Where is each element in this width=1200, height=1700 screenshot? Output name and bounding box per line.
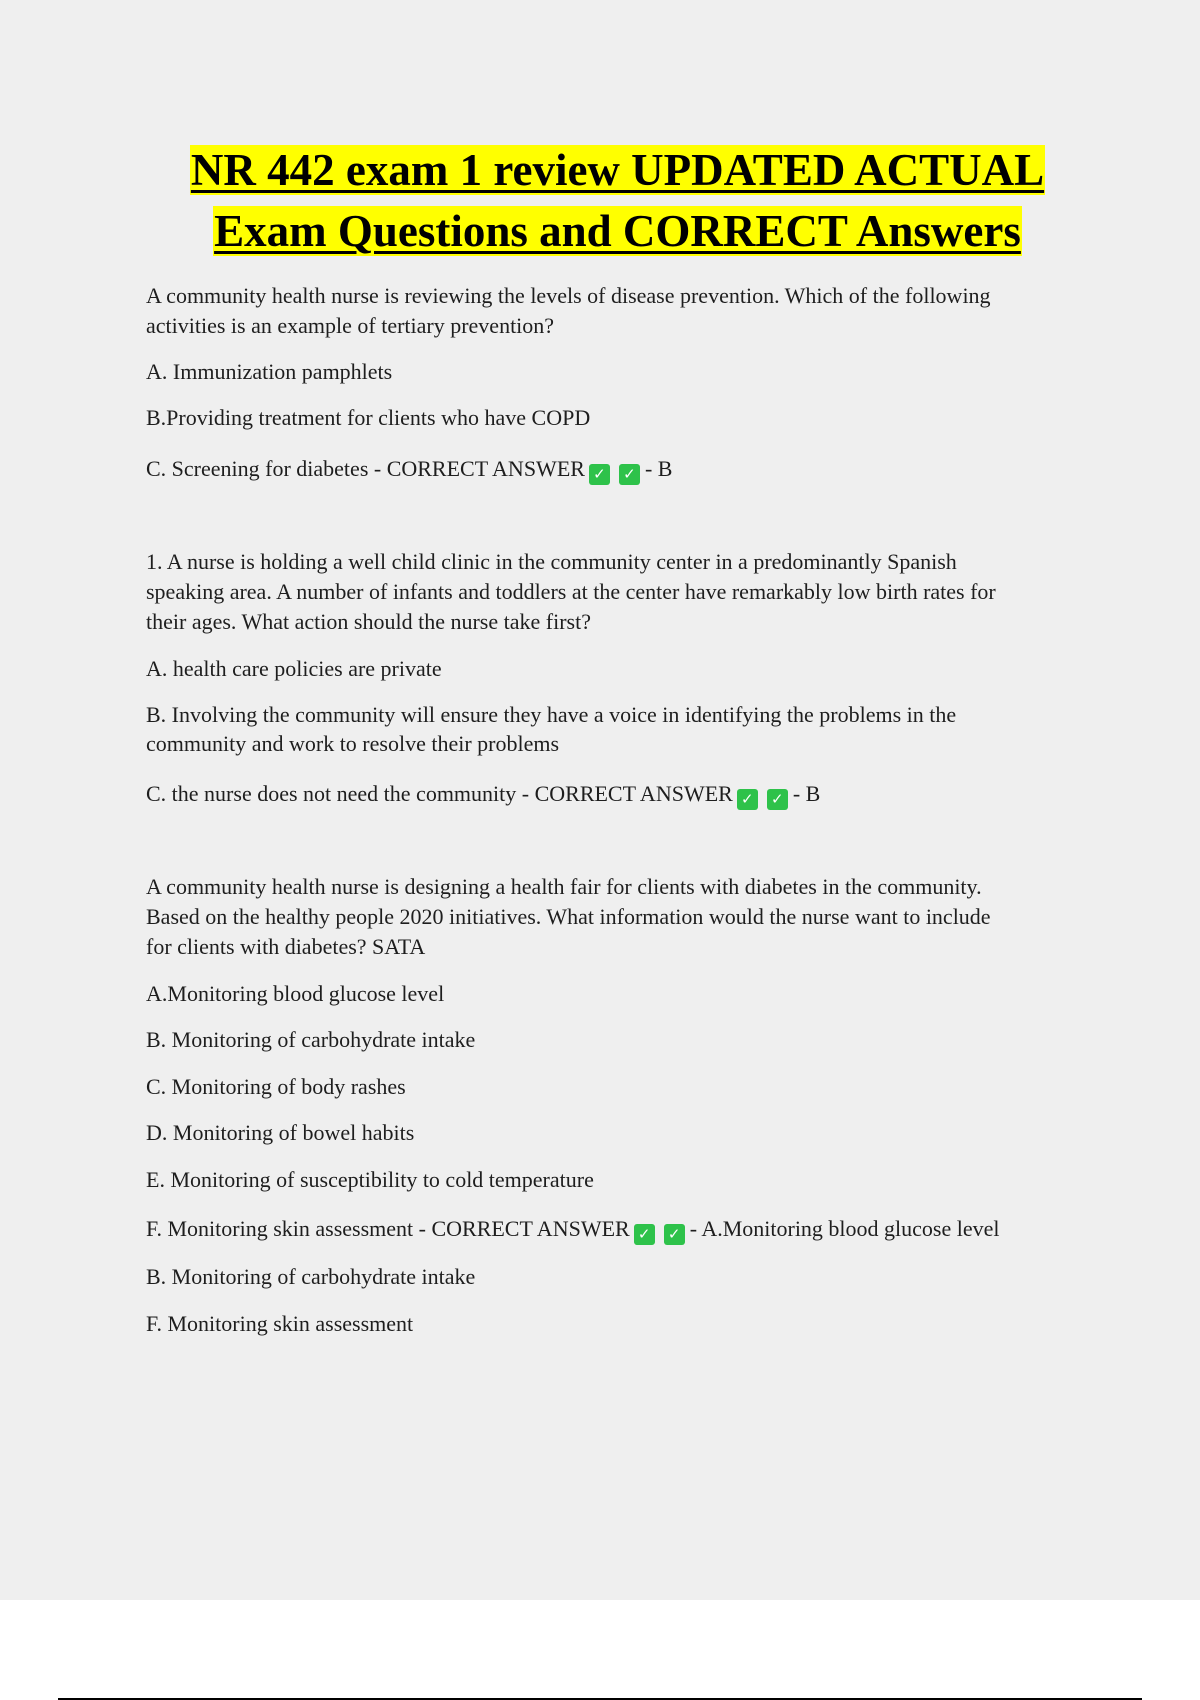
q1-stem-line-1: A community health nurse is reviewing the levels of disease prevention. Which of the following [146, 283, 991, 308]
q2-option-b-line-2: community and work to resolve their problems [146, 731, 560, 756]
document-title [0, 140, 1200, 262]
check-mark-icon: ✓ [634, 1224, 655, 1245]
q2-option-c-text: C. the nurse does not need the community - CORRECT ANSWER [146, 781, 733, 806]
check-mark-icon: ✓ [767, 789, 788, 810]
q2-option-c [146, 779, 1091, 810]
q2-stem-line-1: 1. A nurse is holding a well child clinic in the community center in a predominantly Spanish [146, 549, 957, 574]
q3-answer-1: - A.Monitoring blood glucose level [689, 1216, 1000, 1241]
q1-answer: - B [644, 456, 673, 481]
q2-stem-line-3: their ages. What action should the nurse take first? [146, 609, 591, 634]
q3-option-e: E. Monitoring of susceptibility to cold temperature [146, 1167, 594, 1192]
q3-stem-line-1: A community health nurse is designing a health fair for clients with diabetes in the community. [146, 874, 982, 899]
q1-option-c-text: C. Screening for diabetes - CORRECT ANSWER [146, 456, 585, 481]
q2-answer: - B [792, 781, 821, 806]
q2-stem-line-2: speaking area. A number of infants and toddlers at the center have remarkably low birth rates for [146, 579, 996, 604]
q2-option-a: A. health care policies are private [146, 656, 442, 681]
title-line-1: NR 442 exam 1 review UPDATED ACTUAL [190, 145, 1045, 195]
q3-answer-2: B. Monitoring of carbohydrate intake [146, 1264, 476, 1289]
q3-option-c: C. Monitoring of body rashes [146, 1074, 406, 1099]
check-mark-icon: ✓ [664, 1224, 685, 1245]
q3-stem-line-3: for clients with diabetes? SATA [146, 934, 426, 959]
q3-answer-3: F. Monitoring skin assessment [146, 1311, 414, 1336]
check-mark-icon: ✓ [737, 789, 758, 810]
q3-option-a: A.Monitoring blood glucose level [146, 981, 445, 1006]
check-mark-icon: ✓ [619, 464, 640, 485]
q3-option-d: D. Monitoring of bowel habits [146, 1120, 415, 1145]
q2-option-b-line-1: B. Involving the community will ensure they have a voice in identifying the problems in the [146, 702, 957, 727]
q3-option-f [146, 1214, 1091, 1245]
q1-stem-line-2: activities is an example of tertiary prevention? [146, 313, 555, 338]
q1-option-b: B.Providing treatment for clients who have COPD [146, 405, 591, 430]
q3-option-f-text: F. Monitoring skin assessment - CORRECT ANSWER [146, 1216, 630, 1241]
q1-option-a: A. Immunization pamphlets [146, 359, 393, 384]
title-line-2: Exam Questions and CORRECT Answers [214, 206, 1021, 256]
q3-option-b: B. Monitoring of carbohydrate intake [146, 1027, 476, 1052]
q3-stem-line-2: Based on the healthy people 2020 initiatives. What information would the nurse want to include [146, 904, 991, 929]
q1-option-c [146, 454, 1091, 485]
check-mark-icon: ✓ [589, 464, 610, 485]
